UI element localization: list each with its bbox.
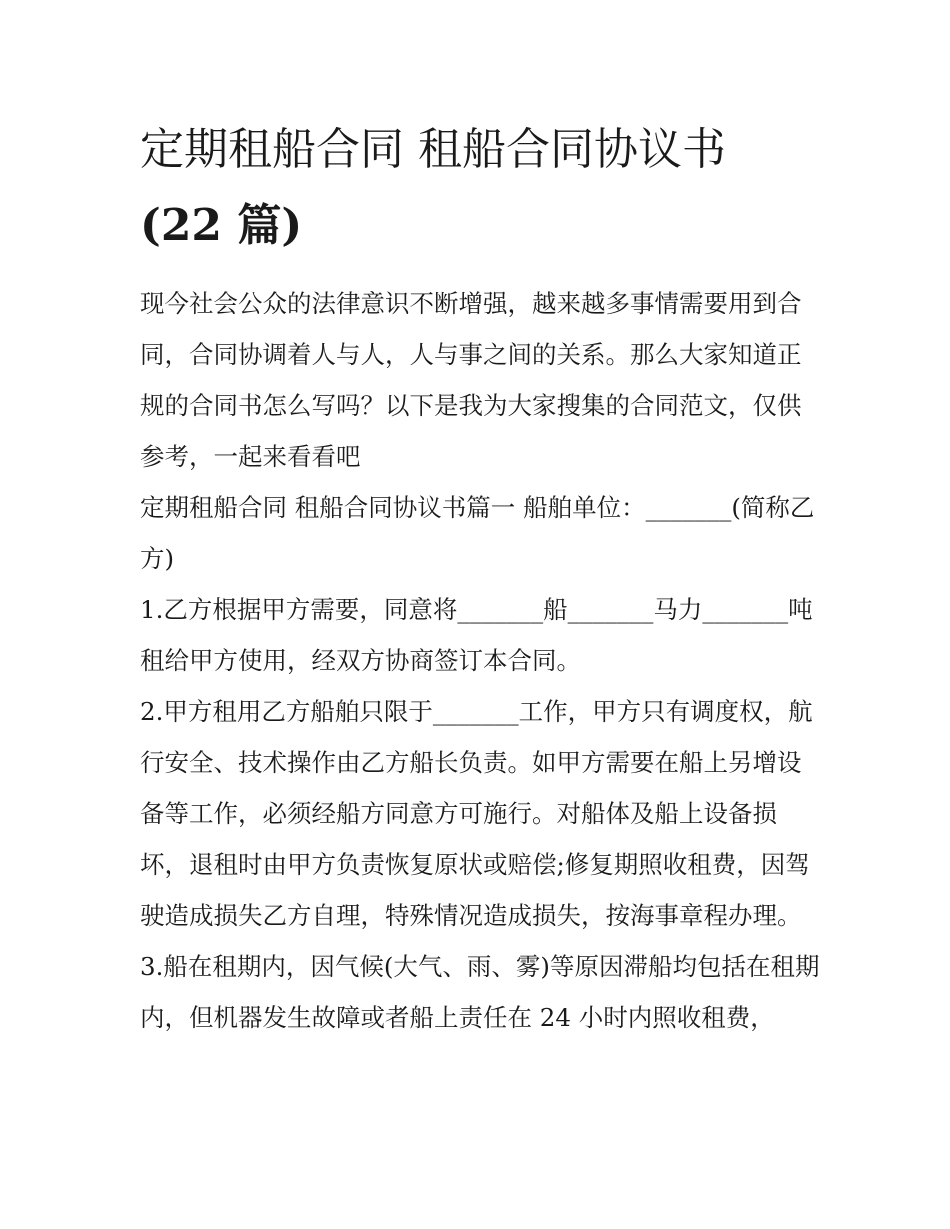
title-line-2: (22 篇) — [140, 200, 303, 251]
clause-1-paragraph: 1.乙方根据甲方需要，同意将_______船_______马力_______吨租给甲方使用，经双方协商签订本合同。 — [140, 595, 813, 675]
title-line-1: 定期租船合同 租船合同协议书 — [140, 124, 726, 175]
document-title — [140, 112, 820, 264]
document-body — [140, 112, 820, 1043]
clause-3-paragraph: 3.船在租期内，因气候(大气、雨、雾)等原因滞船均包括在租期内，但机器发生故障或者船上责任在 24 小时内照收租费， — [140, 952, 820, 1032]
intro-paragraph: 现今社会公众的法律意识不断增强，越来越多事情需要用到合同，合同协调着人与人，人与事之间的关系。那么大家知道正规的合同书怎么写吗？以下是我为大家搜集的合同范文，仅供参考，一起来看看吧 — [140, 289, 802, 471]
clause-2-paragraph: 2.甲方租用乙方船舶只限于_______工作，甲方只有调度权，航行安全、技术操作由乙方船长负责。如甲方需要在船上另增设备等工作，必须经船方同意方可施行。对船体及船上设备损坏，退租时由甲方负责恢复原状或赔偿;修复期照收租费，因驾驶造成损失乙方自理，特殊情况造成损失，按海事章程办理。 — [140, 697, 813, 930]
section-heading-paragraph: 定期租船合同 租船合同协议书篇一 船舶单位：_______(简称乙方) — [140, 493, 815, 573]
